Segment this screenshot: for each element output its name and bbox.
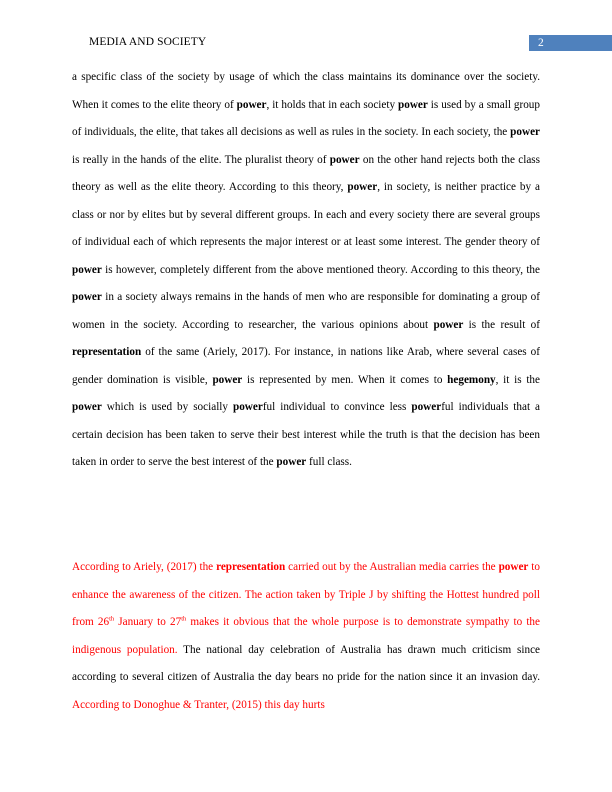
text-run: in a society always remains in the hands of men who are responsible for dominating a group of women in the society. According to researcher, the various opinions about (72, 291, 540, 331)
text-run: is however, completely different from the above mentioned theory. According to this theory, the (101, 263, 540, 276)
bold-term: power (72, 401, 102, 413)
highlighted-text-run: carried out by the Australian media carries the (285, 561, 499, 573)
page-number-box (529, 35, 612, 51)
text-run: full class. (306, 456, 352, 468)
text-run: on the other hand rejects both the class theory as well as the elite theory. According to this theory, (72, 153, 540, 193)
text-run: of the same (Ariely, 2017). For instance, in nations like Arab, where several cases of gender domination is visible, (72, 346, 540, 386)
highlighted-text-run: According to Ariely, (2017) the (72, 561, 217, 573)
text-run: a specific class of the society by usage of which the class maintains its dominance over the society. When it comes to the elite theory of (72, 71, 540, 111)
ordinal-superscript: th (109, 615, 115, 623)
bold-term: power (276, 456, 307, 468)
bold-term: power (433, 318, 464, 331)
bold-term: representation (72, 346, 142, 358)
highlighted-text-run: January to 27 (114, 616, 182, 628)
text-run: , it holds that in each society (266, 98, 399, 111)
highlighted-text-run: According to Donoghue & Tranter, (2015) this day hurts (72, 698, 325, 711)
highlighted-text-run: makes it obvious that the whole purpose is to demonstrate sympathy to the indigenous population. (72, 616, 540, 656)
text-run: is really in the hands of the elite. The pluralist theory of (72, 153, 330, 166)
bold-term: power (72, 291, 102, 303)
text-run: is the result of (463, 318, 540, 331)
bold-term: power (212, 373, 243, 386)
bold-term: power (232, 401, 263, 413)
bold-term: hegemony (447, 373, 496, 386)
page-number: 2 (538, 37, 544, 49)
ordinal-superscript: th (181, 615, 187, 623)
body-paragraph-1 (72, 64, 540, 477)
bold-term: power (398, 98, 428, 111)
running-head: MEDIA AND SOCIETY (89, 36, 207, 48)
text-run: which is used by socially (101, 401, 233, 413)
body-paragraph-2 (72, 554, 540, 719)
bold-term: power (510, 126, 540, 138)
bold-term: power (411, 401, 442, 413)
text-run: is represented by men. When it comes to (242, 373, 448, 386)
bold-term: power (236, 98, 267, 111)
highlighted-bold-term: power (498, 561, 529, 573)
bold-term: power (329, 153, 360, 166)
text-run: The national day celebration of Australia has drawn much criticism since according to several citizen of Australia the day bears no pride for the nation since it an invasion day. (72, 643, 540, 683)
text-run: ful individual to convince less (262, 401, 412, 413)
highlighted-text-run: to enhance the awareness of the citizen. The action taken by Triple J by shifting the Hottest hundred poll from 26 (72, 561, 541, 628)
text-run: is used by a small group of individuals, the elite, that takes all decisions as well as rules in the society. In each society, the (72, 98, 540, 138)
highlighted-bold-term: representation (216, 561, 286, 573)
text-run: , it is the (495, 373, 540, 386)
bold-term: power (72, 263, 102, 276)
text-run: ful individuals that a certain decision has been taken to serve their best interest while the truth is that the decision has been taken in order to serve the best interest of the (72, 401, 541, 468)
text-run: , in society, is neither practice by a class or nor by elites but by several different groups. In each and every society there are several groups of individual each of which represents the major interest or at least some interest. The gender theory of (72, 181, 540, 248)
bold-term: power (347, 181, 378, 193)
